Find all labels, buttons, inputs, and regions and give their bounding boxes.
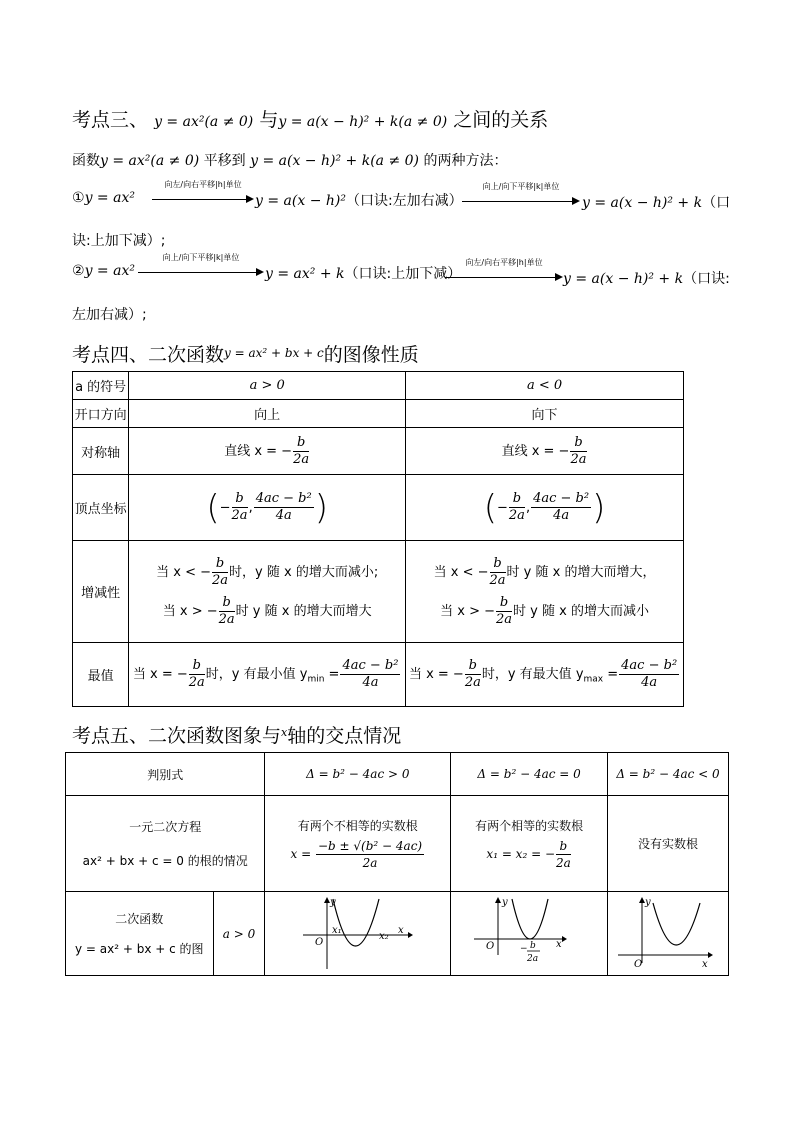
cell: 当 x < − $\frac{b}{2a}$ 时，y 随 x 的增大而减小; 当 x > − $\frac{b}{2a}$ 时 y 随 x 的增大而增大 bbox=[129, 541, 406, 643]
translate-arrow bbox=[462, 182, 580, 205]
label-vertex-num: b bbox=[530, 941, 536, 951]
table-row bbox=[73, 372, 684, 400]
text: 平移到 bbox=[203, 153, 246, 169]
table-row bbox=[73, 541, 684, 643]
condition-cell: a > 0 bbox=[213, 892, 265, 976]
cell: 有两个不相等的实数根 x = $\frac{\text{−b ± √(b² − 4ac)}}{2a}$ bbox=[265, 796, 451, 892]
parabola-two-roots-graph bbox=[303, 895, 413, 969]
row-label: 增减性 bbox=[73, 541, 129, 643]
heading-suffix: 之间的关系 bbox=[453, 109, 549, 131]
table-row bbox=[66, 796, 729, 892]
label-origin: O bbox=[634, 959, 643, 969]
x-axis-arrow bbox=[562, 936, 567, 942]
section3-heading bbox=[72, 105, 548, 132]
parabola-curve bbox=[653, 903, 700, 945]
parabola-no-root-graph bbox=[618, 895, 718, 969]
section3-intro bbox=[72, 150, 507, 170]
cell: 当 x = − $\frac{b}{2a}$ 时，y 有最小值 $y_{min}$ = $\frac{\text{4ac − b²}}{4a}$ bbox=[129, 643, 406, 707]
heading-joiner: 与 bbox=[259, 109, 279, 131]
cell: 有两个相等的实数根 x₁ = x₂ = − $\frac{b}{2a}$ bbox=[451, 796, 608, 892]
row-label: 二次函数 y = ax² + bx + c 的图 bbox=[66, 892, 214, 976]
cell: (− $\frac{b}{2a}$ , $\frac{\text{4ac − b²}}{4a}$ ) bbox=[406, 475, 684, 541]
parabola-curve bbox=[512, 899, 548, 939]
header-cell: Δ = b² − 4ac > 0 bbox=[265, 753, 451, 796]
section4-heading: 考点四、二次函数$^{y = ax^2 + bx + c}$的图像性质 bbox=[72, 344, 419, 366]
arrow-label: 向上/向下平移|k|单位 bbox=[482, 182, 560, 191]
properties-table bbox=[72, 371, 684, 707]
formula: y = a(x − h)² + k(a ≠ 0) bbox=[278, 114, 448, 130]
x-axis-arrow bbox=[708, 952, 713, 958]
label-y: y bbox=[645, 897, 651, 908]
cell: a < 0 bbox=[406, 372, 684, 400]
header-cell: Δ = b² − 4ac < 0 bbox=[608, 753, 729, 796]
method1-mid: y = a(x − h)²（口诀:左加右减） bbox=[255, 193, 463, 209]
row-label: 最值 bbox=[73, 643, 129, 707]
method2-marker: ②y = ax² bbox=[72, 263, 135, 279]
arrow-label: 向左/向右平移|h|单位 bbox=[164, 180, 242, 189]
cell: (− $\frac{b}{2a}$ , $\frac{\text{4ac − b²}}{4a}$ ) bbox=[129, 475, 406, 541]
label-x: x bbox=[702, 959, 708, 969]
table-row bbox=[73, 428, 684, 475]
row-label: a 的符号 bbox=[73, 372, 129, 400]
row-label: 一元二次方程 ax² + bx + c = 0 的根的情况 bbox=[66, 796, 265, 892]
text: 函数 bbox=[72, 153, 100, 169]
method2-mid: y = ax² + k（口诀:上加下减） bbox=[265, 266, 462, 282]
x-axis-arrow bbox=[408, 932, 413, 938]
row-label: 对称轴 bbox=[73, 428, 129, 475]
graph-cell bbox=[608, 892, 729, 976]
header-cell: 判别式 bbox=[66, 753, 265, 796]
translate-arrow bbox=[138, 253, 264, 276]
y-axis-arrow bbox=[495, 897, 501, 903]
label-x1: x₁ bbox=[331, 925, 342, 936]
row-label: 顶点坐标 bbox=[73, 475, 129, 541]
row-label: 开口方向 bbox=[73, 400, 129, 428]
parabola-one-root-graph bbox=[474, 895, 584, 969]
discriminant-table bbox=[65, 752, 729, 976]
cell: 直线 x = − $\frac{b}{2a}$ bbox=[406, 428, 684, 475]
section5-heading: 考点五、二次函数图象与$^x$轴的交点情况 bbox=[72, 725, 402, 747]
parabola-curve bbox=[333, 899, 379, 946]
label-origin: O bbox=[314, 937, 324, 948]
cell: 没有实数根 bbox=[608, 796, 729, 892]
label-y: y bbox=[502, 897, 508, 908]
translate-arrow bbox=[445, 258, 563, 281]
formula: y = ax² + bx + c bbox=[224, 346, 324, 360]
heading-prefix: 考点三、 bbox=[72, 109, 149, 131]
label-x: x bbox=[397, 925, 404, 936]
table-row bbox=[73, 400, 684, 428]
table-row bbox=[66, 892, 729, 976]
table-row bbox=[73, 643, 684, 707]
header-cell: Δ = b² − 4ac = 0 bbox=[451, 753, 608, 796]
table-row bbox=[73, 475, 684, 541]
cell: a > 0 bbox=[129, 372, 406, 400]
method2-end: y = a(x − h)² + k（口诀: bbox=[563, 271, 730, 287]
method1-end: y = a(x − h)² + k（口 bbox=[582, 195, 731, 211]
cell: 向下 bbox=[406, 400, 684, 428]
graph-cell bbox=[451, 892, 608, 976]
table-row bbox=[66, 753, 729, 796]
graph-cell bbox=[265, 892, 451, 976]
method2-note: 左加右减）; bbox=[72, 307, 147, 323]
label-vertex-den: 2a bbox=[527, 954, 539, 964]
arrow-label: 向左/向右平移|h|单位 bbox=[465, 258, 543, 267]
cell: 向上 bbox=[129, 400, 406, 428]
arrow-label: 向上/向下平移|k|单位 bbox=[162, 253, 240, 262]
label-y: y bbox=[329, 897, 336, 908]
label-origin: O bbox=[486, 941, 495, 952]
label-x2: x₂ bbox=[378, 931, 389, 942]
label-x: x bbox=[556, 939, 562, 950]
label-vertex-minus: − bbox=[520, 944, 528, 954]
formula: y = ax²(a ≠ 0) bbox=[154, 114, 254, 130]
cell: 当 x < − $\frac{b}{2a}$ 时 y 随 x 的增大而增大， 当 x > − $\frac{b}{2a}$ 时 y 随 x 的增大而减小 bbox=[406, 541, 684, 643]
text: 的两种方法： bbox=[423, 153, 508, 169]
translate-arrow bbox=[152, 180, 254, 203]
cell: 当 x = − $\frac{b}{2a}$ 时，y 有最大值 $y_{max}$ = $\frac{\text{4ac − b²}}{4a}$ bbox=[406, 643, 684, 707]
cell: 直线 x = − $\frac{b}{2a}$ bbox=[129, 428, 406, 475]
method1-marker: ①y = ax² bbox=[72, 190, 135, 206]
method1-note: 诀:上加下减）; bbox=[72, 233, 166, 249]
formula: y = a(x − h)² + k(a ≠ 0) bbox=[250, 153, 419, 169]
formula: y = ax²(a ≠ 0) bbox=[100, 153, 200, 169]
